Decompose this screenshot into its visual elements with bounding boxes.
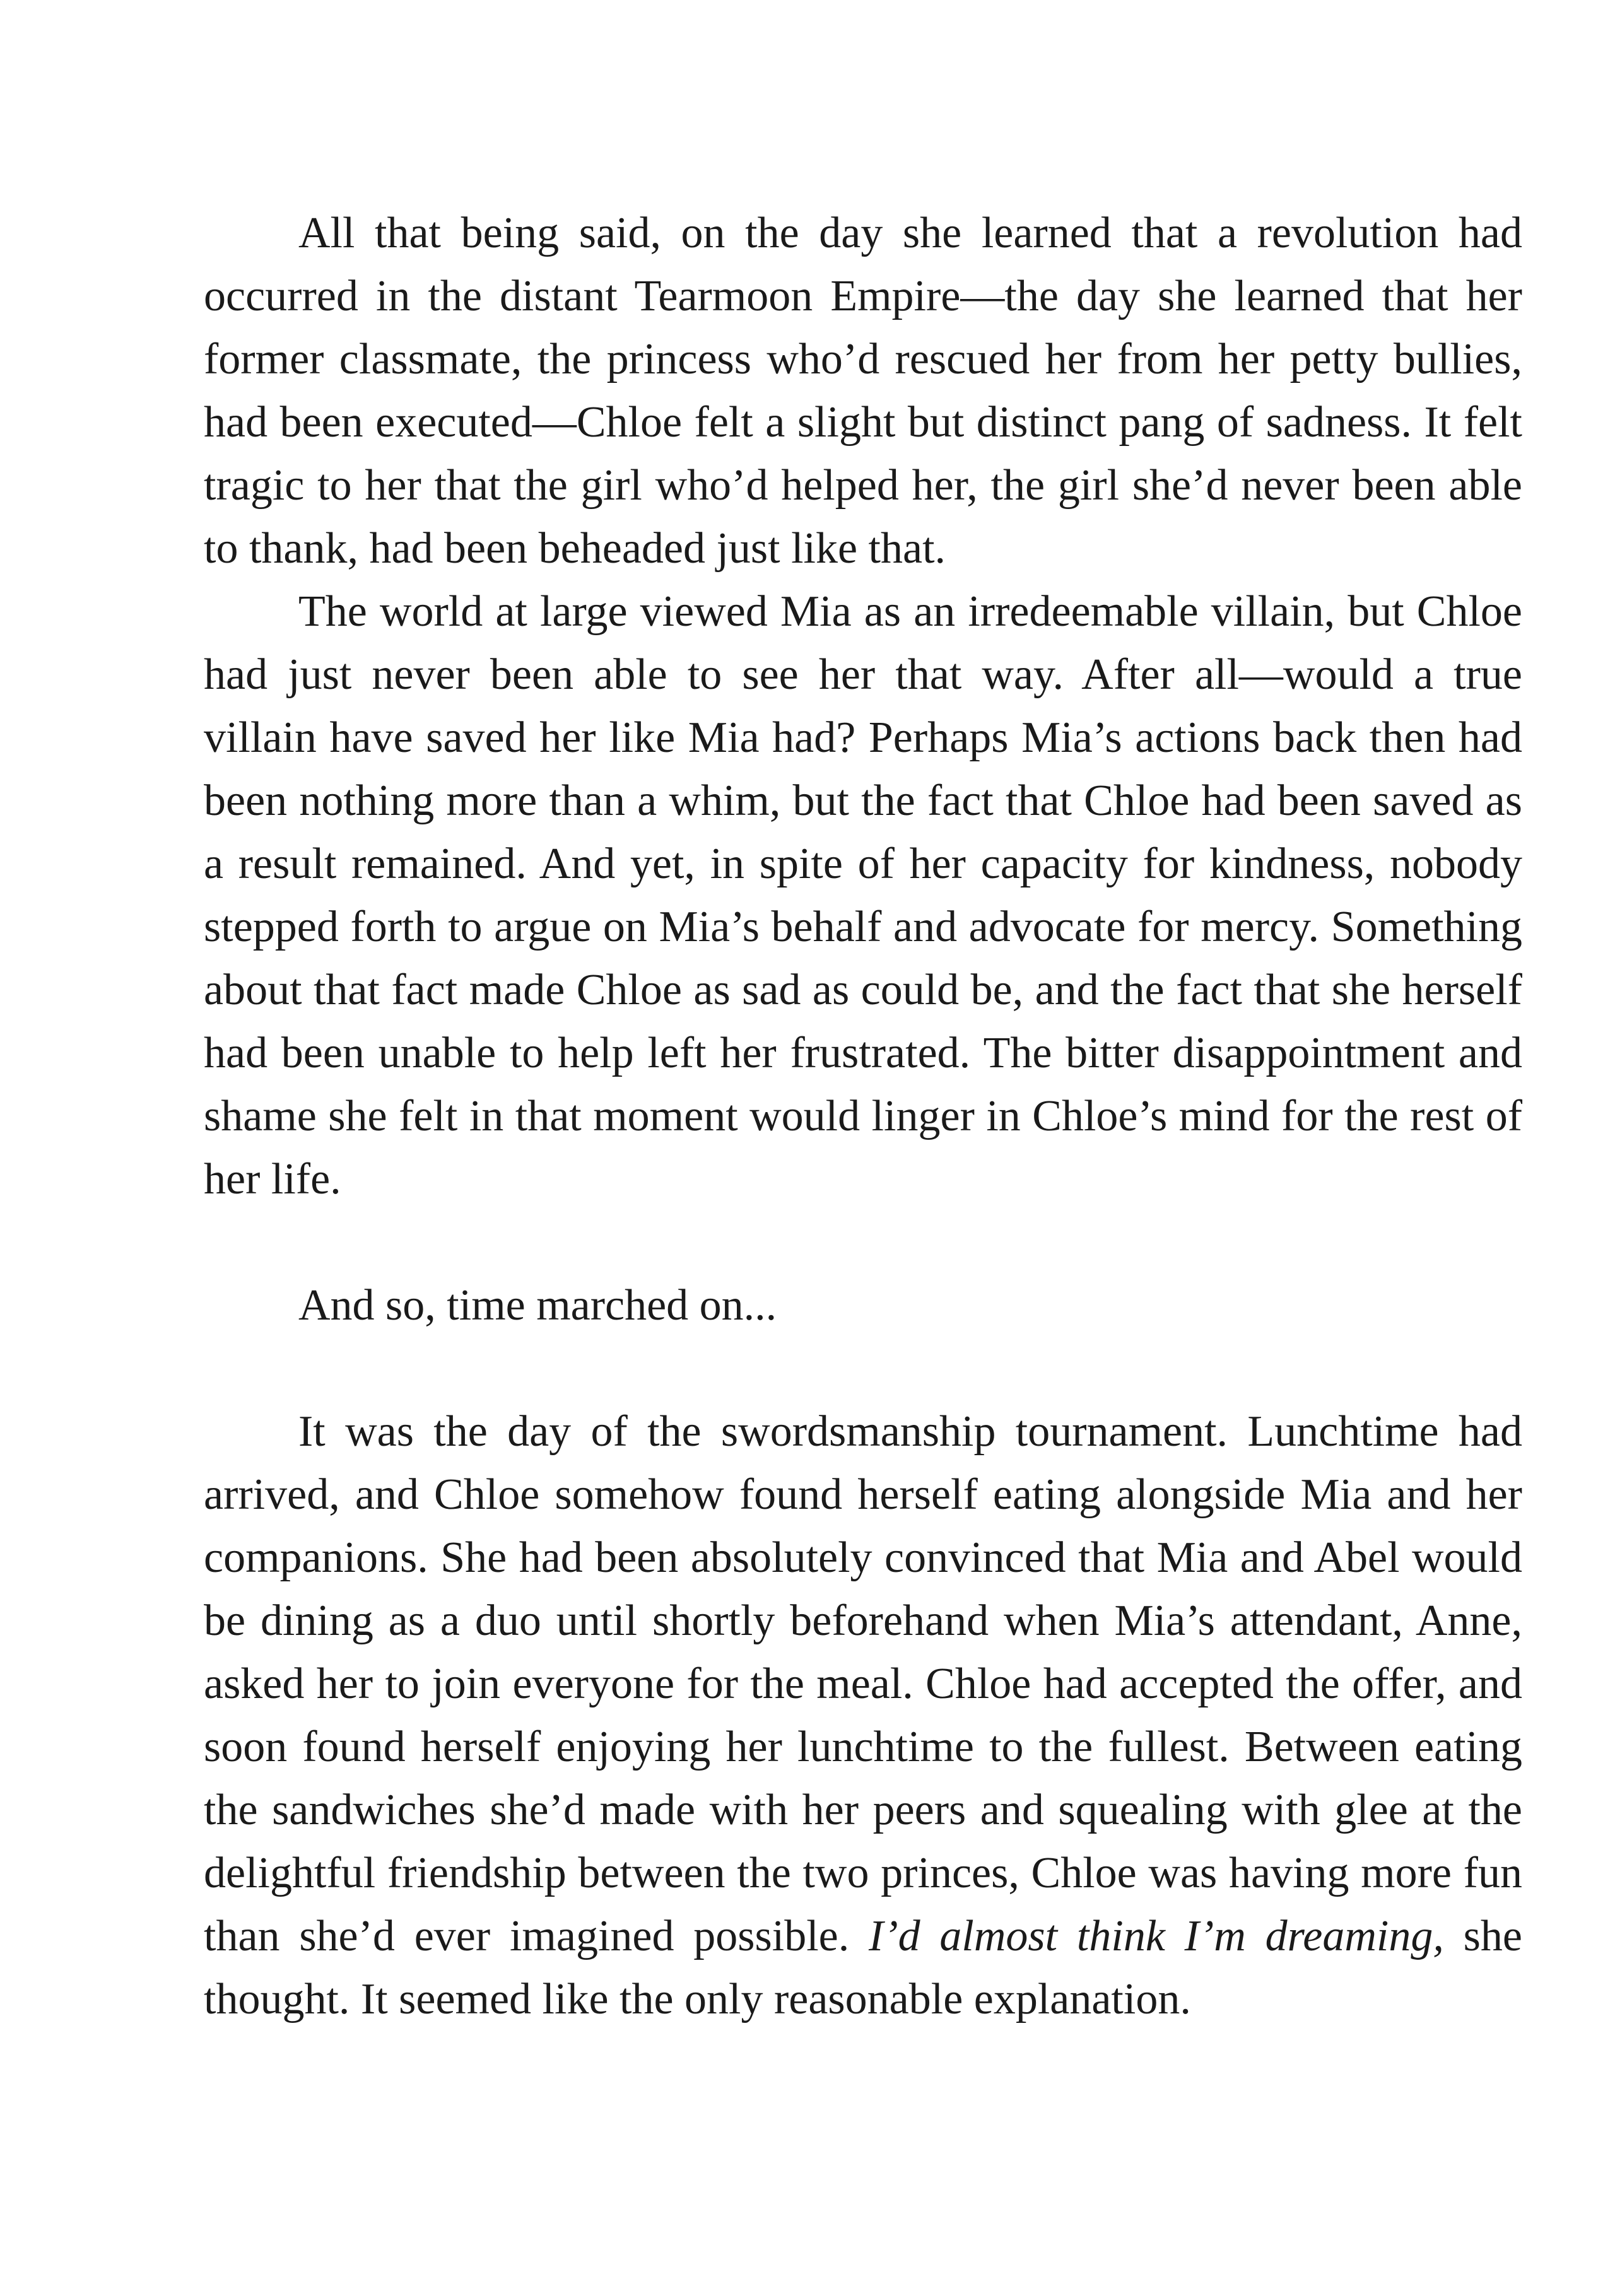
paragraph-tournament-text: It was the day of the swordsmanship tournament. Lunchtime had arrived, and Chloe somehow found herself eating alongside Mia and her companions. She had been absolutely convinced that Mia and Abel would be dining as a duo until shortly beforehand when Mia’s attendant, Anne, asked her to join everyone for the meal. Chloe had accepted the offer, and soon found herself enjoying her lunchtime to the fullest. Between eating the sandwiches she’d made with her peers and squealing with glee at the delightful friendship between the two princes, Chloe was having more fun than she’d ever imagined possible. <box>204 1407 1522 1960</box>
paragraph-time-marched: And so, time marched on... <box>298 1281 777 1330</box>
paragraph-tournament <box>204 1400 1522 2031</box>
italic-thought: I’d almost think I’m dreaming, <box>869 1912 1444 1960</box>
section-gap <box>204 1337 1522 1400</box>
section-gap <box>204 1211 1522 1274</box>
book-page <box>204 202 1522 2031</box>
paragraph-tournament-ending: she thought. It seemed like the only reasonable explanation. <box>204 1912 1522 2024</box>
paragraph-villain: The world at large viewed Mia as an irredeemable villain, but Chloe had just never been able to see her that way. After all—would a true villain have saved her like Mia had? Perhaps Mia’s actions back then had been nothing more than a whim, but the fact that Chloe had been saved as a result remained. And yet, in spite of her capacity for kindness, nobody stepped forth to argue on Mia’s behalf and advocate for mercy. Something about that fact made Chloe as sad as could be, and the fact that she herself had been unable to help left her frustrated. The bitter disappointment and shame she felt in that moment would linger in Chloe’s mind for the rest of her life. <box>204 587 1522 1204</box>
paragraph-revolution: All that being said, on the day she learned that a revolution had occurred in the distant Tearmoon Empire—the day she learned that her former classmate, the princess who’d rescued her from her petty bullies, had been executed—Chloe felt a slight but distinct pang of sadness. It felt tragic to her that the girl who’d helped her, the girl she’d never been able to thank, had been beheaded just like that. <box>204 209 1522 573</box>
